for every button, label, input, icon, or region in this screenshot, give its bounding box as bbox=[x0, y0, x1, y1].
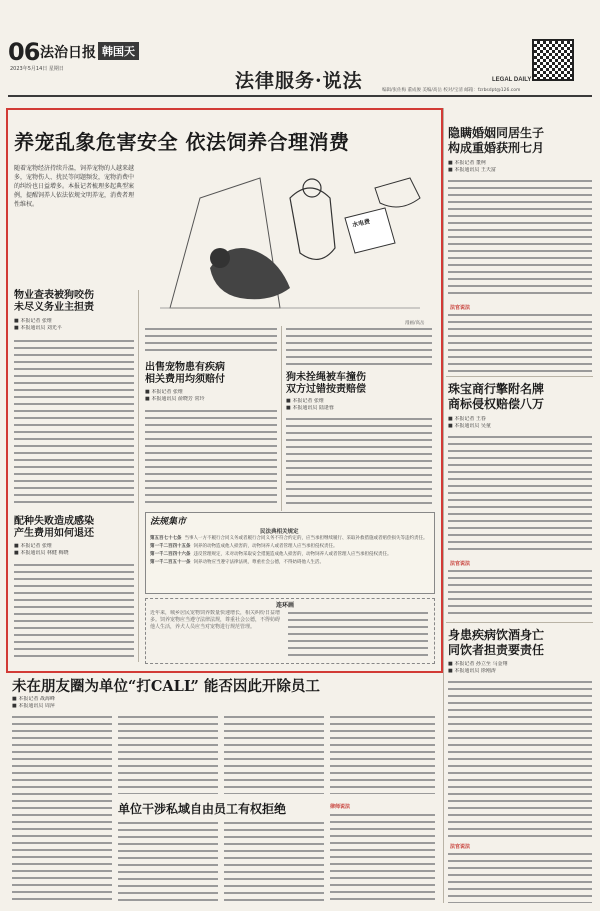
right-mid-body bbox=[448, 434, 592, 554]
article-2-byline-2: ■ 本报通讯员 林健 梅晓 bbox=[14, 550, 69, 556]
right-top-body bbox=[448, 178, 592, 298]
regulation-article bbox=[150, 544, 428, 550]
article-4-title: 狗未拴绳被车撞伤 双方过错按责赔偿 bbox=[286, 372, 366, 395]
article-2-body bbox=[14, 562, 134, 662]
article-2-title: 配种失败造成感染 产生费用如何退还 bbox=[14, 516, 94, 539]
english-title: LEGAL DAILY bbox=[492, 77, 532, 83]
bottom-col-4-lower bbox=[330, 812, 435, 904]
regulation-article-body: 当事人一方不履行合同义务或者履行合同义务不符合约定的，应当承担继续履行、采取补救措施或者赔偿损失等违约责任。 bbox=[184, 536, 428, 541]
right-bottom-comment bbox=[448, 851, 592, 903]
lawyer-box-body bbox=[288, 610, 428, 658]
right-mid-sign: 法官说法 bbox=[450, 561, 471, 567]
right-top-byline-2: ■ 本报通讯员 王天富 bbox=[448, 167, 496, 173]
masthead-rule bbox=[8, 95, 592, 97]
lead-headline: 养宠乱象危害安全 依法饲养合理消费 bbox=[14, 130, 350, 154]
lawyer-box-note: 近年来，城乡居民宠物饲养数量快速增长，相关纠纷日益增多。饲养宠物应当遵守法律法规，尊重社会公德，不得妨碍他人生活，养犬人员应当对宠物进行规范管理。 bbox=[150, 610, 280, 630]
regulation-article bbox=[150, 560, 428, 566]
bottom-col-3 bbox=[224, 714, 324, 794]
section-title: 法律服务·说法 bbox=[235, 70, 363, 92]
regulation-article bbox=[150, 552, 428, 558]
regulation-article-num: 第一千二百四十六条 bbox=[150, 552, 191, 557]
regulation-article-body: 饲养动物应当遵守法律法规，尊重社会公德，不得妨碍他人生活。 bbox=[193, 560, 324, 565]
article-3-byline-1: ■ 本报记者 张维 bbox=[145, 389, 183, 395]
bottom-footer-label: 律师说法 bbox=[330, 804, 351, 810]
regulation-box-subtitle: 民法典相关规定 bbox=[260, 529, 299, 535]
article-4-body bbox=[286, 416, 432, 508]
bottom-headline: 未在朋友圈为单位“打CALL” 能否因此开除员工 bbox=[12, 678, 320, 695]
article-1-body bbox=[14, 338, 134, 508]
right-bottom-title: 身患疾病饮酒身亡 同饮者担责要责任 bbox=[448, 628, 545, 657]
illustration-sign-text: 水电费 bbox=[351, 218, 371, 229]
article-3-body bbox=[145, 408, 277, 508]
regulation-box-title: 法规集市 bbox=[150, 517, 187, 527]
regulation-article-num: 第一千二百五十一条 bbox=[150, 560, 191, 565]
bottom-byline-2: ■ 本报通讯员 周萍 bbox=[12, 703, 55, 709]
article-3-byline-2: ■ 本报通讯员 俞晓芳 常玲 bbox=[145, 396, 205, 402]
mid-col-top-body bbox=[145, 326, 277, 356]
bottom-col-1 bbox=[12, 714, 112, 904]
article-4-byline-2: ■ 本报通讯员 陆逢蓉 bbox=[286, 405, 334, 411]
qr-code bbox=[532, 39, 574, 81]
bottom-col-2 bbox=[118, 714, 218, 794]
page-number: 06 bbox=[8, 38, 40, 66]
section-badge: 韩国天 bbox=[98, 42, 139, 60]
regulation-article-list bbox=[150, 536, 428, 566]
lead-intro: 随着宠物经济持续升温，饲养宠物的人越来越多，宠物伤人、扰民等问题频发，宠物消费中的纠纷也日益增多。本报记者梳理多起典型案例，提醒饲养人依法依规文明养宠，消费者理性维权。 bbox=[14, 165, 134, 208]
right-sep-2 bbox=[446, 622, 593, 623]
article-1-byline-2: ■ 本报通讯员 刘光平 bbox=[14, 325, 62, 331]
col-divider-2 bbox=[281, 326, 282, 511]
lawyer-box-title: 连环画 bbox=[276, 602, 295, 609]
right-top-comment bbox=[448, 312, 592, 372]
regulation-article-num: 第一千二百四十五条 bbox=[150, 544, 191, 549]
right-mid-byline-1: ■ 本报记者 王春 bbox=[448, 416, 486, 422]
regulation-article bbox=[150, 536, 428, 542]
editors-line: 编辑/张佐梅 董成俊 美编/高岳 校对/宝清 邮箱：fzrbsdpt@126.com bbox=[382, 88, 521, 93]
right-top-title: 隐瞒婚姻同居生子 构成重婚获刑七月 bbox=[448, 126, 545, 155]
right-sep-1 bbox=[446, 376, 593, 377]
right-mid-byline-2: ■ 本报通讯员 吴童 bbox=[448, 423, 491, 429]
right-mid-comment bbox=[448, 568, 592, 618]
right-bottom-sign: 法官说法 bbox=[450, 844, 471, 850]
right-bottom-byline-1: ■ 本报记者 孙立至 马金翔 bbox=[448, 661, 508, 667]
bottom-col-4 bbox=[330, 714, 435, 794]
article-4-lead-body bbox=[286, 326, 432, 366]
bottom-subheadline: 单位干涉私域自由员工有权拒绝 bbox=[118, 802, 287, 816]
regulation-article-body: 违反管理规定，未对动物采取安全措施造成他人损害的，动物饲养人或者管理人应当承担侵权责任。 bbox=[193, 552, 392, 557]
article-1-byline-1: ■ 本报记者 张维 bbox=[14, 318, 52, 324]
issue-date: 2023年5月14日 星期日 bbox=[10, 66, 64, 72]
regulation-article-num: 第五百七十七条 bbox=[150, 536, 182, 541]
paper-name: 法治日报 bbox=[40, 45, 96, 61]
article-2-byline-1: ■ 本报记者 张维 bbox=[14, 543, 52, 549]
col-divider-1 bbox=[138, 290, 139, 662]
illustration-caption: 漫画/高岳 bbox=[405, 321, 425, 326]
right-bottom-body bbox=[448, 679, 592, 839]
article-3-title: 出售宠物患有疾病 相关费用均须赔付 bbox=[145, 362, 225, 385]
article-1-title: 物业查表被狗咬伤 未尽义务业主担责 bbox=[14, 290, 94, 313]
right-column-divider bbox=[443, 108, 444, 903]
right-bottom-byline-2: ■ 本报通讯员 徐刚涛 bbox=[448, 668, 496, 674]
right-mid-title: 珠宝商行擎附名牌 商标侵权赔偿八万 bbox=[448, 382, 545, 411]
right-top-byline-1: ■ 本报记者 董柯 bbox=[448, 160, 486, 166]
bottom-byline-1: ■ 本报记者 战海峰 bbox=[12, 696, 55, 702]
regulation-article-body: 饲养的动物造成他人损害的，动物饲养人或者管理人应当承担侵权责任。 bbox=[193, 544, 338, 549]
article-4-byline-1: ■ 本报记者 张维 bbox=[286, 398, 324, 404]
bottom-col-3-lower bbox=[224, 820, 324, 904]
right-top-sign: 法官说法 bbox=[450, 305, 471, 311]
cartoon-illustration bbox=[140, 158, 430, 318]
bottom-col-2-lower bbox=[118, 820, 218, 904]
